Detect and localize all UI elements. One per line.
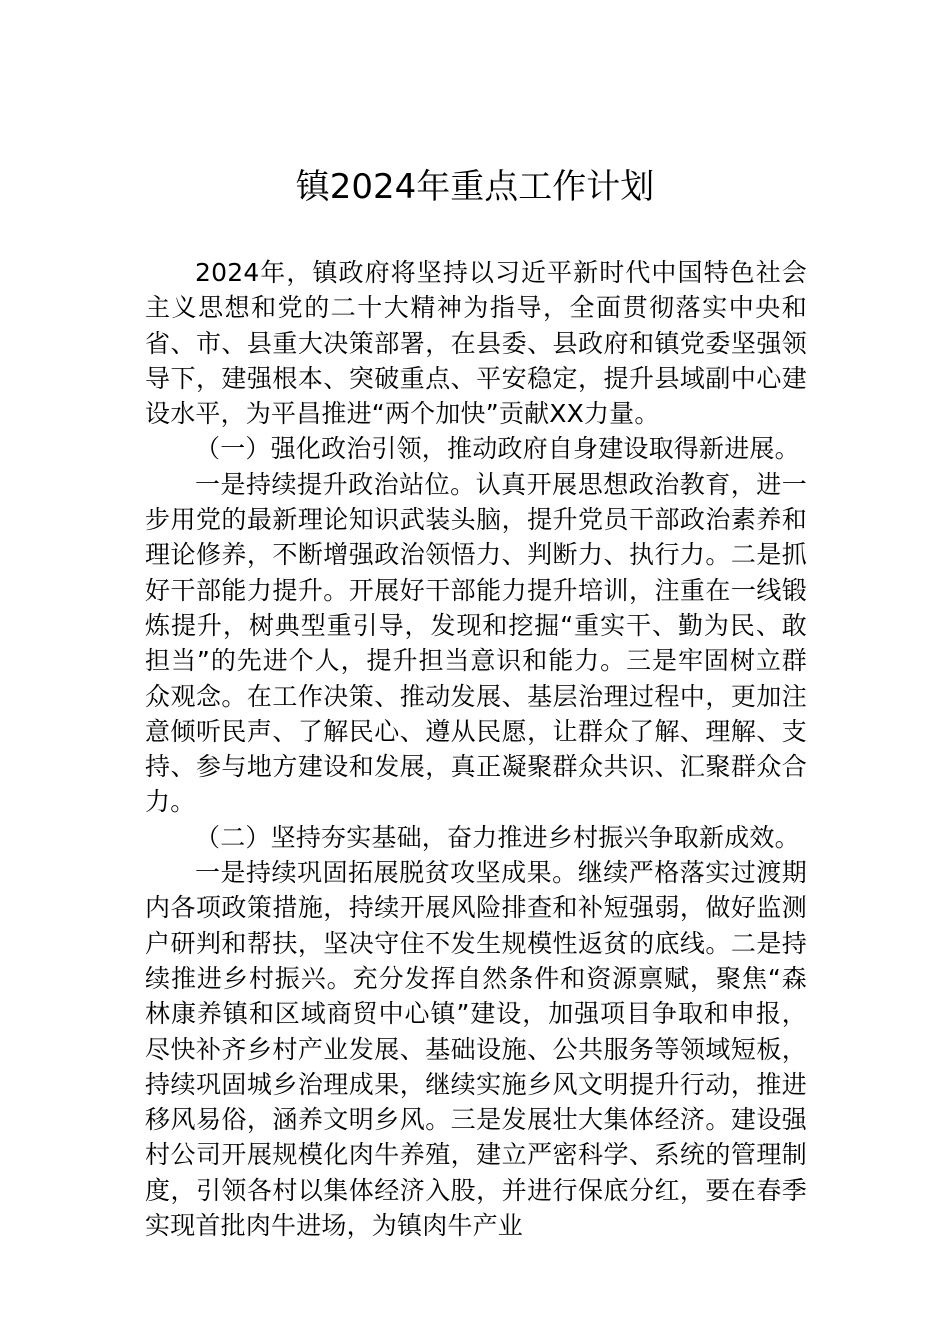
section-heading-1: （一）强化政治引领，推动政府自身建设取得新进展。 — [195, 434, 800, 464]
section-1-paragraph: 一是持续提升政治站位。认真开展思想政治教育，进一步用党的最新理论知识武装头脑，提升党员干部政治素养和理论修养，不断增强政治领悟力、判断力、执行力。二是抓好干部能力提升。开展好干部能力提升培训，注重在一线锻炼提升，树典型重引导，发现和挖掘“重实干、勤为民、敢担当”的先进个人，提升担当意识和能力。三是牢固树立群众观念。在工作决策、推动发展、基层治理过程中，更加注意倾听民声、了解民心、遵从民愿，让群众了解、理解、支持、参与地方建设和发展，真正凝聚群众共识、汇聚群众合力。 — [145, 469, 807, 817]
document-body — [145, 255, 807, 1243]
document-title: 镇2024年重点工作计划 — [295, 167, 655, 207]
section-2-paragraph: 一是持续巩固拓展脱贫攻坚成果。继续严格落实过渡期内各项政策措施，持续开展风险排查和补短强弱，做好监测户研判和帮扶，坚决守住不发生规模性返贫的底线。二是持续推进乡村振兴。充分发挥自然条件和资源禀赋，聚焦“森林康养镇和区域商贸中心镇”建设，加强项目争取和申报，尽快补齐乡村产业发展、基础设施、公共服务等领域短板，持续巩固城乡治理成果，继续实施乡风文明提升行动，推进移风易俗，涵养文明乡风。三是发展壮大集体经济。建设强村公司开展规模化肉牛养殖，建立严密科学、系统的管理制度，引领各村以集体经济入股，并进行保底分红，要在春季实现首批肉牛进场，为镇肉牛产业 — [145, 858, 807, 1241]
intro-paragraph: 2024年，镇政府将坚持以习近平新时代中国特色社会主义思想和党的二十大精神为指导，全面贯彻落实中央和省、市、县重大决策部署，在县委、县政府和镇党委坚强领导下，建强根本、突破重点、平安稳定，提升县域副中心建设水平，为平昌推进“两个加快”贡献XX力量。 — [145, 258, 807, 429]
section-heading-2: （二）坚持夯实基础，奋力推进乡村振兴争取新成效。 — [195, 822, 800, 852]
